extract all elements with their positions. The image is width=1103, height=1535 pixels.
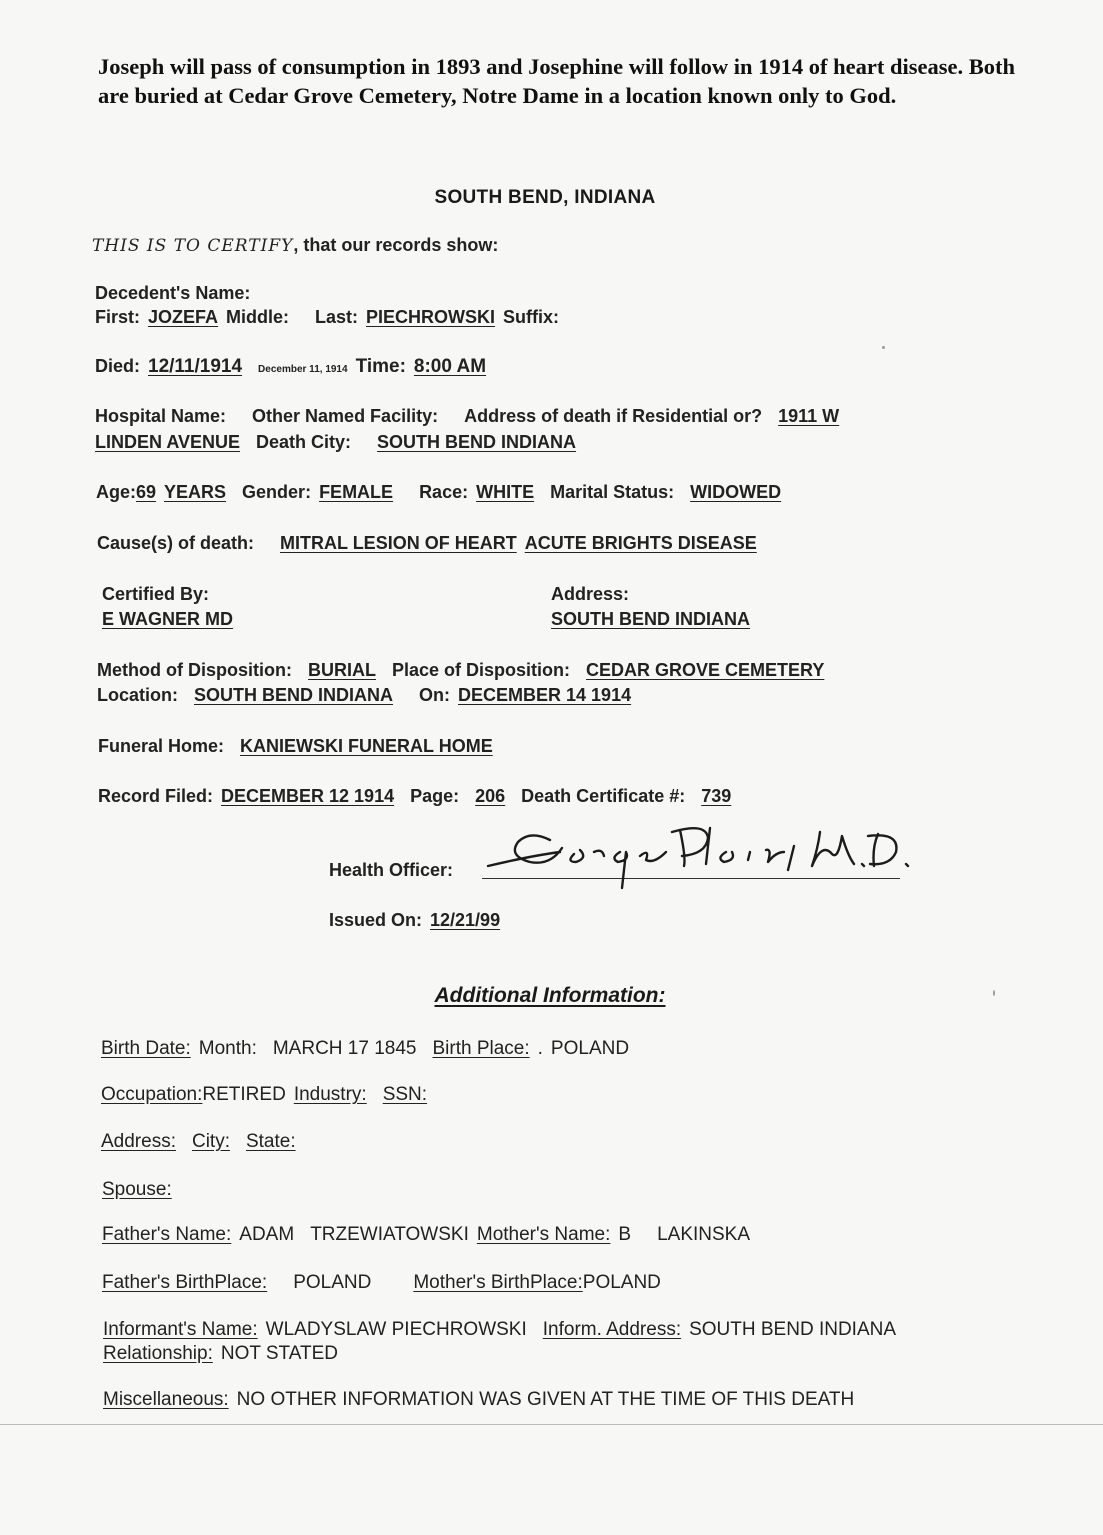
last-value: PIECHROWSKI <box>366 307 496 327</box>
birth-date-value: MARCH 17 1845 <box>272 1038 417 1059</box>
death-city-line <box>95 432 576 453</box>
occupation-value: RETIRED <box>202 1084 286 1105</box>
place-label: Place of Disposition: <box>391 660 570 680</box>
funeral-value: KANIEWSKI FUNERAL HOME <box>240 736 493 756</box>
certify-suffix: , that our records show: <box>293 235 499 255</box>
spouse-line <box>102 1179 172 1201</box>
on-value: DECEMBER 14 1914 <box>458 685 632 705</box>
relationship-value: NOT STATED <box>220 1343 339 1364</box>
filed-line <box>98 786 731 807</box>
died-label: Died: <box>95 356 140 376</box>
disposition-value: BURIAL <box>307 660 376 680</box>
parents-line <box>102 1224 750 1246</box>
death-city-value: SOUTH BEND INDIANA <box>377 432 577 452</box>
informant-label: Informant's Name: <box>103 1319 258 1340</box>
time-value: 8:00 AM <box>413 356 487 377</box>
age-unit: YEARS <box>164 482 227 502</box>
gender-label: Gender: <box>242 482 312 502</box>
father-label: Father's Name: <box>102 1224 232 1245</box>
additional-info-title: Additional Information: <box>434 984 666 1007</box>
issued-line <box>329 910 500 931</box>
city-label: City: <box>191 1131 230 1152</box>
age-line <box>96 482 781 503</box>
location-line <box>97 685 631 706</box>
page-label: Page: <box>410 786 460 806</box>
page-value: 206 <box>475 786 506 806</box>
location-label: Location: <box>97 685 178 705</box>
first-label: First: <box>95 307 140 327</box>
father-birthplace-value: POLAND <box>293 1272 372 1293</box>
scan-speck <box>882 346 885 349</box>
address-death-label: Address of death if Residential or? <box>464 406 763 426</box>
filed-value: DECEMBER 12 1914 <box>221 786 395 806</box>
birth-date-label: Birth Date: <box>101 1038 191 1059</box>
time-label: Time: <box>355 356 406 377</box>
disposition-label: Method of Disposition: <box>97 660 292 680</box>
died-value: 12/11/1914 <box>148 356 243 377</box>
age-label: Age: <box>96 482 136 502</box>
hospital-line <box>95 406 839 427</box>
disposition-line <box>97 660 824 681</box>
misc-line <box>103 1389 854 1411</box>
address-death-value-1: 1911 W <box>778 406 840 426</box>
died-line <box>95 356 486 378</box>
mother-first: B <box>618 1224 632 1245</box>
cause-value-2: ACUTE BRIGHTS DISEASE <box>524 533 757 553</box>
funeral-label: Funeral Home: <box>98 736 225 756</box>
facility-label: Other Named Facility: <box>252 406 439 426</box>
intro-paragraph: Joseph will pass of consumption in 1893 and Josephine will follow in 1914 of heart disease. Both are buried at Cedar Grove Cemetery, Notre Dame in a location known only to God. <box>98 54 1016 108</box>
father-first: ADAM <box>239 1224 295 1245</box>
race-label: Race: <box>419 482 469 502</box>
died-written: December 11, 1914 <box>258 364 348 375</box>
state-label: State: <box>245 1131 296 1152</box>
address-death-value-2: LINDEN AVENUE <box>95 432 241 452</box>
inform-address-label: Inform. Address: <box>542 1319 682 1340</box>
cert-address-label: Address: <box>551 584 630 604</box>
address-label: Address: <box>101 1131 176 1152</box>
marital-label: Marital Status: <box>550 482 675 502</box>
occupation-line <box>101 1084 427 1106</box>
location-value: SOUTH BEND INDIANA <box>194 685 394 705</box>
certificate-title: SOUTH BEND, INDIANA <box>434 187 656 208</box>
decedent-label: Decedent's Name: <box>95 283 251 303</box>
father-last: TRZEWIATOWSKI <box>310 1224 469 1245</box>
marital-value: WIDOWED <box>690 482 782 502</box>
misc-value: NO OTHER INFORMATION WAS GIVEN AT THE TIME OF THIS DEATH <box>236 1389 855 1410</box>
last-label: Last: <box>315 307 359 327</box>
funeral-line <box>98 736 493 757</box>
spouse-label: Spouse: <box>102 1179 172 1200</box>
mother-birthplace-value: POLAND <box>582 1272 661 1293</box>
race-value: WHITE <box>476 482 535 502</box>
ssn-label: SSN: <box>382 1084 428 1105</box>
birth-place-label: Birth Place: <box>432 1038 530 1059</box>
health-officer-label: Health Officer: <box>329 860 454 880</box>
death-city-label: Death City: <box>256 432 352 452</box>
inform-address-value: SOUTH BEND INDIANA <box>689 1319 897 1340</box>
on-label: On: <box>419 685 451 705</box>
cause-label: Cause(s) of death: <box>97 533 255 553</box>
cause-line <box>97 533 757 554</box>
misc-label: Miscellaneous: <box>103 1389 229 1410</box>
birth-line <box>101 1038 629 1060</box>
first-value: JOZEFA <box>148 307 219 327</box>
age-value: 69 <box>136 482 157 502</box>
certify-line <box>92 235 498 256</box>
industry-label: Industry: <box>293 1084 367 1105</box>
relationship-line <box>103 1343 338 1365</box>
cause-value-1: MITRAL LESION OF HEART <box>280 533 517 553</box>
birthplaces-line <box>102 1272 661 1294</box>
certified-label: Certified By: <box>102 584 210 604</box>
decedent-name-line <box>95 307 559 328</box>
birth-place-value: POLAND <box>550 1038 630 1059</box>
certify-prefix: THIS IS TO CERTIFY <box>92 236 294 256</box>
gender-value: FEMALE <box>319 482 394 502</box>
month-label: Month: <box>198 1038 257 1059</box>
place-value: CEDAR GROVE CEMETERY <box>586 660 825 680</box>
cert-address-value: SOUTH BEND INDIANA <box>551 609 751 629</box>
birth-place-sep: . <box>537 1038 543 1059</box>
health-officer-signature <box>470 808 920 898</box>
issued-value: 12/21/99 <box>430 910 501 930</box>
address-line <box>101 1131 296 1153</box>
cert-num-label: Death Certificate #: <box>521 786 686 806</box>
certified-value: E WAGNER MD <box>102 609 234 629</box>
hospital-label: Hospital Name: <box>95 406 227 426</box>
middle-label: Middle: <box>226 307 290 327</box>
father-birthplace-label: Father's BirthPlace: <box>102 1272 268 1293</box>
relationship-label: Relationship: <box>103 1343 213 1364</box>
issued-label: Issued On: <box>329 910 423 930</box>
informant-line <box>103 1319 896 1341</box>
informant-value: WLADYSLAW PIECHROWSKI <box>265 1319 527 1340</box>
mother-label: Mother's Name: <box>476 1224 611 1245</box>
cert-num-value: 739 <box>701 786 732 806</box>
scan-edge-line <box>0 1424 1103 1425</box>
mother-last: LAKINSKA <box>657 1224 751 1245</box>
suffix-label: Suffix: <box>503 307 560 327</box>
filed-label: Record Filed: <box>98 786 214 806</box>
scan-speck <box>993 990 995 996</box>
occupation-label: Occupation: <box>101 1084 203 1105</box>
mother-birthplace-label: Mother's BirthPlace: <box>413 1272 583 1293</box>
